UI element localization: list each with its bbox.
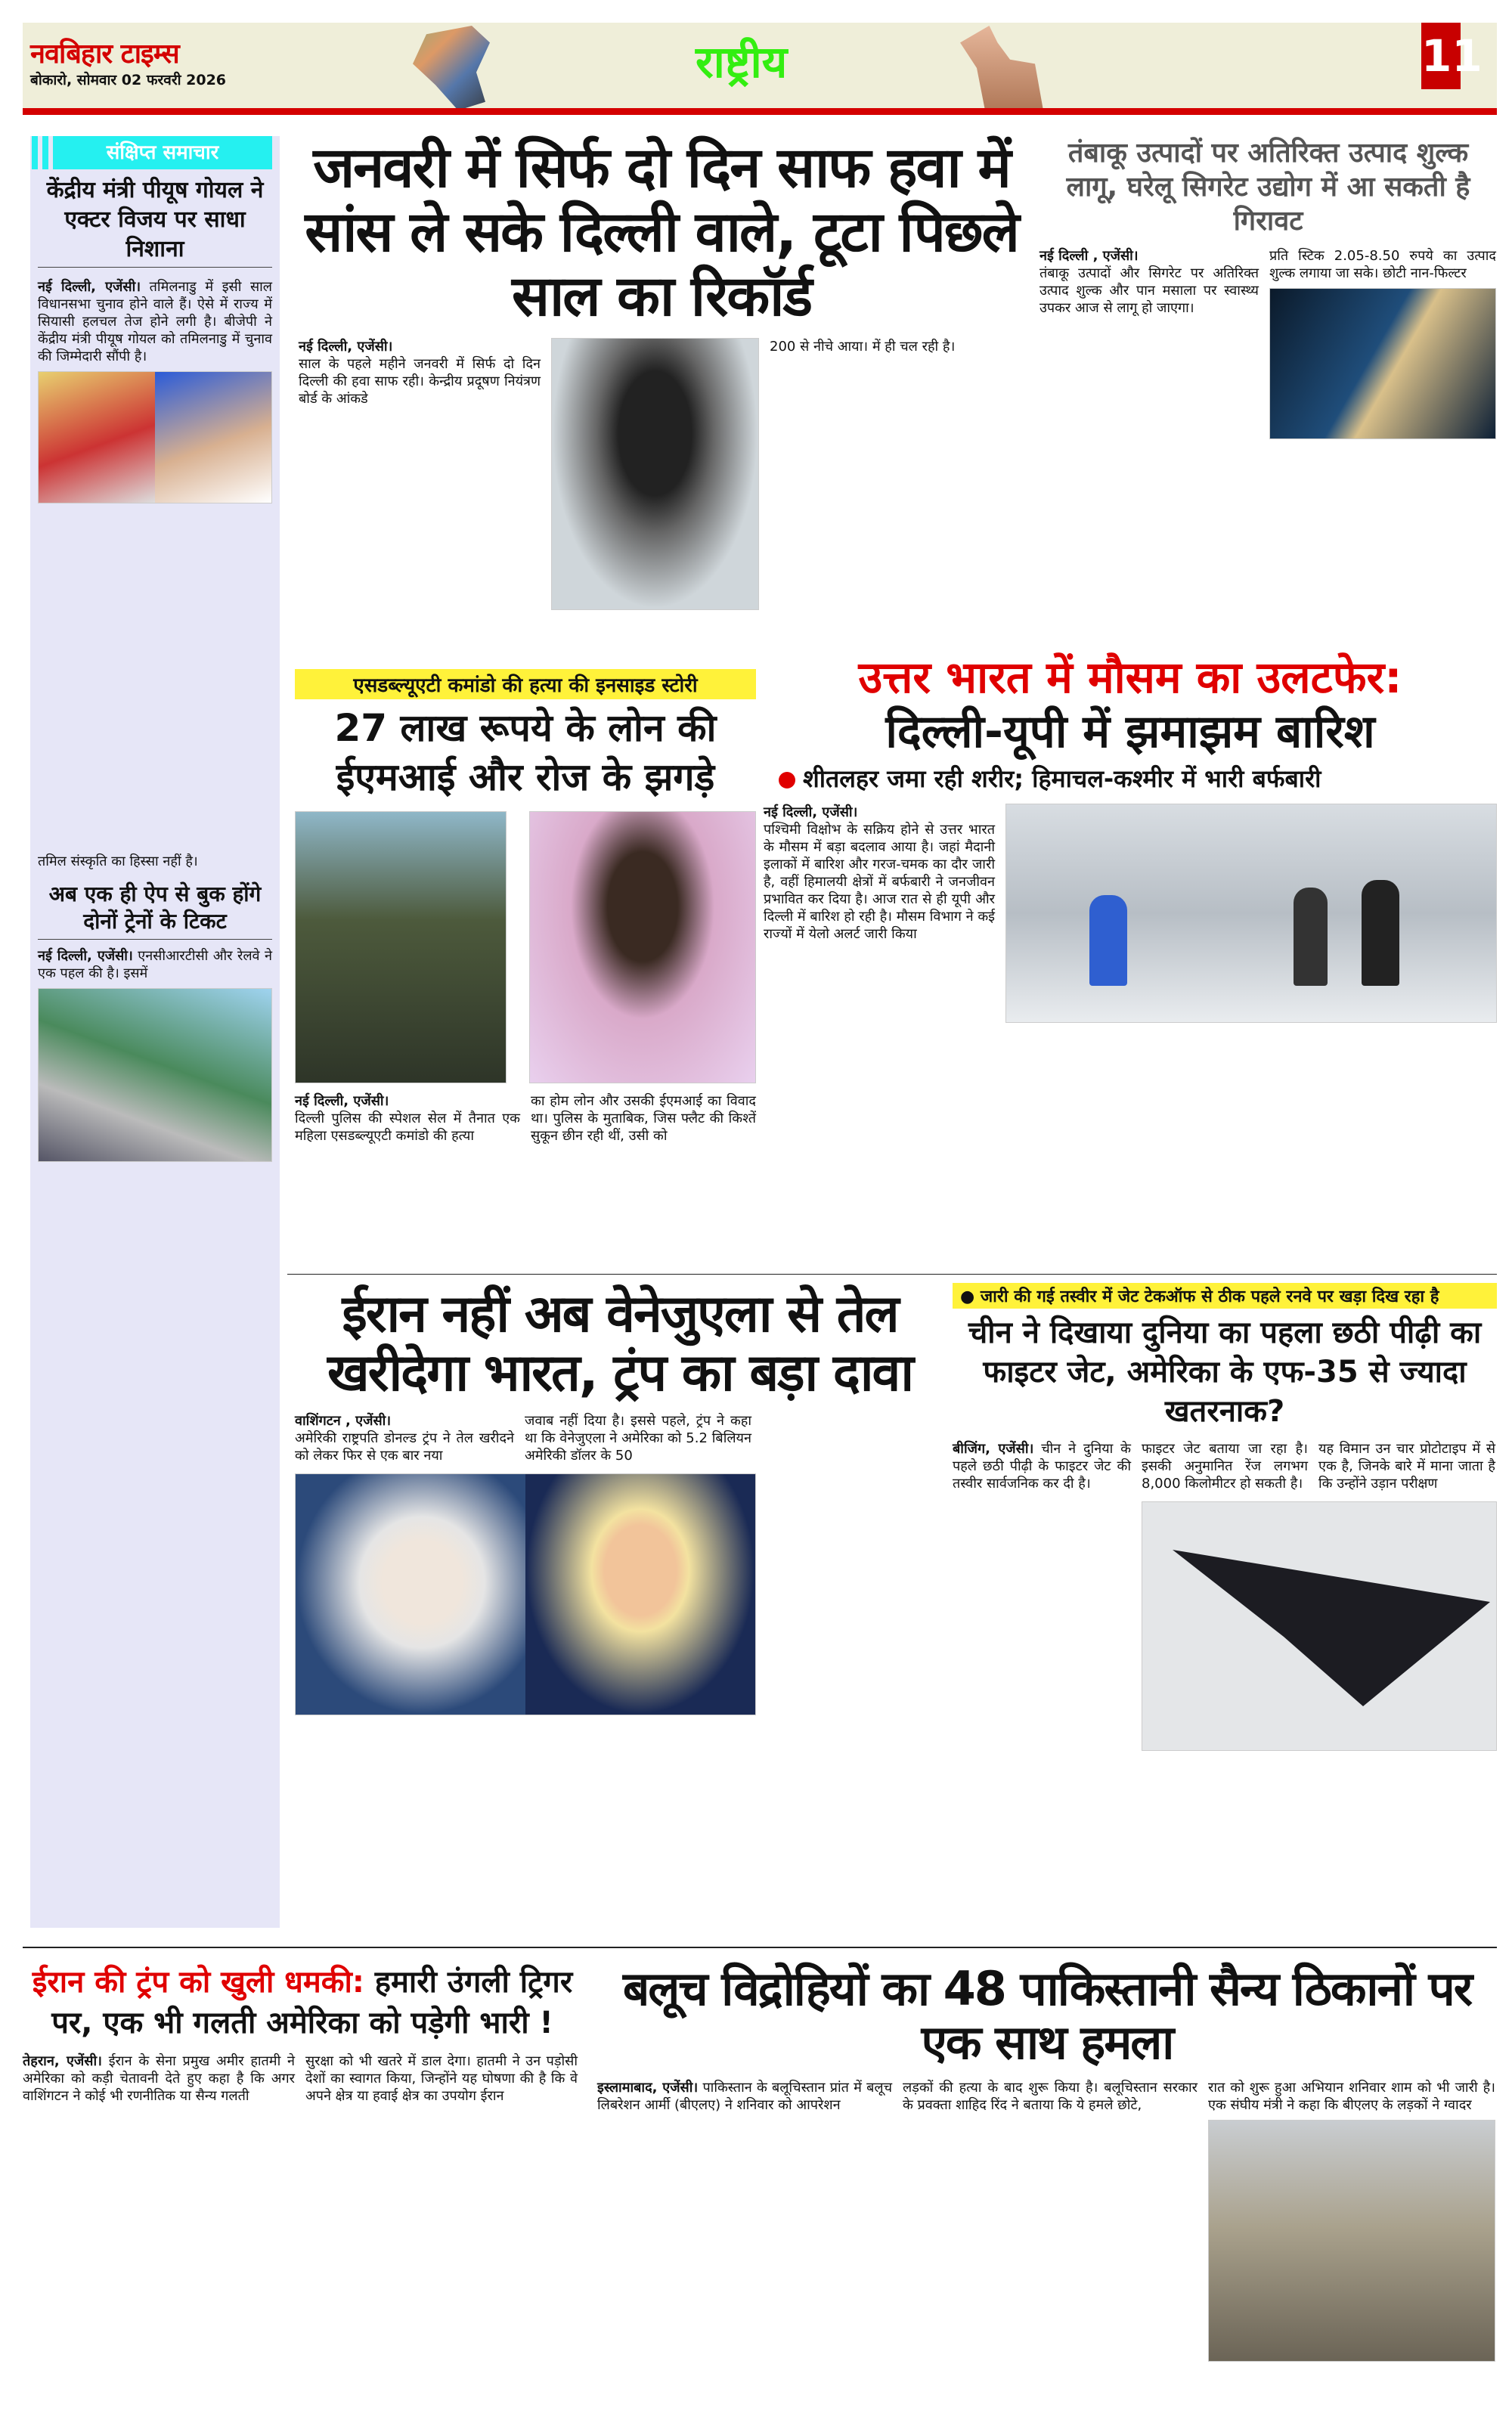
smog-masked-man-photo — [551, 338, 759, 610]
swat-body: दिल्ली पुलिस की स्पेशल सेल में तैनात एक महिला एसडब्ल्यूएटी कमांडो की हत्या — [295, 1111, 520, 1144]
brief-body: तमिलनाडु में इसी साल विधानसभा चुनाव होने वाले हैं। ऐसे में राज्य में सियासी हलचल तेज होने लगी है। बीजेपी ने केंद्रीय मंत्री पीयूष गोयल को तमिलनाडु में चुनाव की जिम्मेदारी सौंपी है। — [38, 279, 273, 364]
jet-col3: यह विमान उन चार प्रोटोटाइप में से एक है, जिनके बारे में माना जाता है कि उन्होंने उड़ान परीक्षण — [1318, 1441, 1495, 1492]
modi-trump-photo — [295, 1473, 756, 1715]
bottom-divider — [23, 1947, 1497, 1948]
jet-body: चीन ने दुनिया के पहले छठी पीढ़ी के फाइटर जेट की तस्वीर सार्वजनिक कर दी है। — [953, 1441, 1131, 1492]
baloch-body: पाकिस्तान के बलूचिस्तान प्रांत में बलूच लिबरेशन आर्मी (बीएलए) ने शनिवार को आपरेशन — [597, 2079, 892, 2113]
oil-col2: जवाब नहीं दिया है। इससे पहले, ट्रंप ने कहा था कि वेनेजुएला ने अमेरिका को 5.2 बिलियन अमेरिकी डॉलर के 50 — [525, 1413, 751, 1464]
brief-body: एनसीआरटीसी और रेलवे ने एक पहल की है। इसमें — [38, 947, 272, 981]
weather-headline-red: उत्तर भारत में मौसम का उलटफेर: — [858, 652, 1402, 703]
briefs-label: संक्षिप्त समाचार — [53, 136, 272, 169]
baloch-col2: लड़कों की हत्या के बाद शुरू किया है। बलूचिस्तान सरकार के प्रवक्ता शाहिद रिंद ने बताया कि ये हमले छोटे, — [903, 2079, 1198, 2113]
weather-body: पश्चिमी विक्षोभ के सक्रिय होने से उत्तर भारत के मौसम में बड़ा बदलाव आया है। जहां मैदानी इलाकों में बारिश और गरज-चमक का दौर जारी है, वहीं हिमालयी क्षेत्रों में बर्फबारी ने जनजीवन प्रभावित कर दिया है। आज रात से ही यूपी और दिल्ली में बारिश हो रही है। मौसम विभाग ने कई राज्यों में येलो अलर्ट जारी किया — [764, 821, 995, 942]
victim-photo — [529, 811, 756, 1083]
air-body: साल के पहले महीने जनवरी में सिर्फ दो दिन दिल्ली की हवा साफ रही। केन्द्रीय प्रदूषण नियंत्रण बोर्ड के आंकडे — [299, 356, 541, 407]
train-photo — [38, 988, 272, 1162]
jet-dateline: बीजिंग, एजेंसी। — [953, 1441, 1034, 1457]
weather-dateline: नई दिल्ली, एजेंसी। — [764, 804, 858, 820]
baloch-story — [597, 1962, 1497, 2362]
tobacco-col1 — [1040, 247, 1259, 317]
brief-headline: केंद्रीय मंत्री पीयूष गोयल ने एक्टर विजय पर साधा निशाना — [38, 175, 272, 268]
iran-body: ईरान के सेना प्रमुख अमीर हातमी ने अमेरिका को कड़ी चेतावनी देते हुए कहा है कि अगर वाशिंगटन ने कोई भी रणनीतिक या सैन्य गलती — [23, 2053, 295, 2104]
air-story-headline: जनवरी में सिर्फ दो दिन साफ हवा में सांस ले सके दिल्ली वाले, टूटा पिछले साल का रिकॉर्ड — [305, 135, 1018, 330]
weather-col1 — [764, 804, 995, 943]
iran-headline-text: हमारी उंगली ट्रिगर पर, एक भी गलती अमेरिका को पड़ेगी भारी ! — [51, 1965, 573, 2040]
tobacco-dateline: नई दिल्ली , एजेंसी। — [1040, 248, 1139, 264]
baloch-col1 — [597, 2079, 892, 2114]
fighter-jet-photo — [1142, 1501, 1497, 1751]
jet-story — [953, 1283, 1497, 1751]
masthead-rule — [23, 108, 1497, 115]
iran-headline — [23, 1962, 582, 2043]
tobacco-story — [1040, 136, 1497, 439]
oil-headline: ईरान नहीं अब वेनेजुएला से तेल खरीदेगा भारत, ट्रंप का बड़ा दावा — [327, 1284, 912, 1404]
baloch-headline: बलूच विद्रोहियों का 48 पाकिस्तानी सैन्य ठिकानों पर एक साथ हमला — [622, 1961, 1472, 2071]
brief-dateline: नई दिल्ली, एजेंसी। — [38, 279, 141, 295]
air-story-col1 — [299, 338, 541, 407]
brief-dateline: नई दिल्ली, एजेंसी। — [38, 947, 133, 964]
air-dateline: नई दिल्ली, एजेंसी। — [299, 339, 393, 355]
iran-col1 — [23, 2053, 295, 2105]
commando-photo — [295, 811, 507, 1083]
section-divider — [287, 1274, 1497, 1275]
bullet-icon: ● — [960, 1287, 981, 1306]
brief-tail: तमिल संस्कृति का हिस्सा नहीं है। — [38, 854, 198, 869]
iran-col2: सुरक्षा को भी खतरे में डाल देगा। हातमी ने उन पड़ोसी देशों का स्वागत किया, जिन्होंने यह घोषणा की है कि वे अपने क्षेत्र या हवाई क्षेत्र का उपयोग ईरान — [305, 2053, 578, 2104]
jet-kicker-text: जारी की गई तस्वीर में जेट टेकऑफ से ठीक पहले रनवे पर खड़ा दिख रहा है — [980, 1287, 1439, 1306]
swat-story — [295, 669, 756, 1145]
jet-headline: चीन ने दिखाया दुनिया का पहला छठी पीढ़ी का फाइटर जेट, अमेरिका के एफ-35 से ज्यादा खतरनाक? — [968, 1315, 1482, 1429]
snowfall-photo — [1005, 804, 1497, 1023]
iran-headline-red: ईरान की ट्रंप को खुली धमकी: — [32, 1965, 364, 2000]
baloch-col3: रात को शुरू हुआ अभियान शनिवार शाम को भी जारी है। एक संघीय मंत्री ने कहा कि बीएलए के लड़कों ने ग्वादर — [1208, 2079, 1495, 2113]
brief-story-goyal — [38, 175, 272, 503]
cigarettes-photo — [1269, 288, 1496, 439]
oil-dateline: वाशिंगटन , एजेंसी। — [295, 1413, 392, 1430]
swat-col1 — [295, 1092, 520, 1145]
tobacco-col2: प्रति स्टिक 2.05-8.50 रुपये का उत्पाद शुल्क लगाया जा सके। छोटी नान-फिल्टर — [1269, 248, 1496, 281]
swat-dateline: नई दिल्ली, एजेंसी। — [295, 1093, 389, 1109]
air-story — [299, 136, 1024, 610]
brief-headline: अब एक ही ऐप से बुक होंगे दोनों ट्रेनों के टिकट — [38, 881, 272, 940]
tobacco-body: तंबाकू उत्पादों और सिगरेट पर अतिरिक्त उत्पाद शुल्क और पान मसाला पर स्वास्थ्य उपकर आज से लागू हो जाएगा। — [1040, 265, 1259, 316]
edition-dateline: बोकारो, सोमवार 02 फरवरी 2026 — [30, 72, 227, 88]
jet-kicker — [953, 1283, 1497, 1309]
jet-col1 — [953, 1440, 1131, 1492]
swat-headline: 27 लाख रूपये के लोन की ईएमआई और रोज के झगड़े — [334, 706, 717, 799]
weather-subhead-text: शीतलहर जमा रही शरीर; हिमाचल-कश्मीर में भारी बर्फबारी — [803, 764, 1321, 793]
brief-story-train — [38, 881, 272, 1162]
oil-col1 — [295, 1412, 514, 1464]
swat-kicker: एसडब्ल्यूएटी कमांडो की हत्या की इनसाइड स्टोरी — [295, 669, 756, 699]
weather-subhead — [764, 762, 1497, 795]
paper-logo: नवबिहार टाइम्स — [30, 39, 179, 70]
red-bullet-icon — [779, 772, 795, 788]
iran-dateline: तेहरान, एजेंसी। — [23, 2053, 102, 2069]
tobacco-headline: तंबाकू उत्पादों पर अतिरिक्त उत्पाद शुल्क लागू, घरेलू सिगरेट उद्योग में आ सकती है गिरावट — [1066, 138, 1470, 237]
weather-story — [764, 652, 1497, 1023]
section-title: राष्ट्रीय — [696, 36, 788, 88]
jet-col2: फाइटर जेट बताया जा रहा है। इसकी अनुमानित रेंज लगभग 8,000 किलोमीटर हो सकती है। — [1142, 1441, 1308, 1492]
air-story-col2: 200 से नीचे आया। में ही चल रही है। — [770, 339, 956, 355]
brief-photo — [38, 371, 272, 503]
militants-photo — [1208, 2120, 1495, 2362]
oil-body: अमेरिकी राष्ट्रपति डोनल्ड ट्रंप ने तेल खरीदने को लेकर फिर से एक बार नया — [295, 1430, 514, 1464]
baloch-dateline: इस्लामाबाद, एजेंसी। — [597, 2079, 699, 2096]
page-number: 11 — [1421, 23, 1461, 89]
iran-story — [23, 1962, 582, 2105]
swat-col2: का होम लोन और उसकी ईएमआई का विवाद था। पुलिस के मुताबिक, जिस फ्लैट की किश्तें सुकून छीन रही थीं, उसी को — [531, 1093, 756, 1144]
oil-story — [295, 1285, 945, 1715]
weather-headline: दिल्ली-यूपी में झमाझम बारिश — [885, 705, 1375, 758]
